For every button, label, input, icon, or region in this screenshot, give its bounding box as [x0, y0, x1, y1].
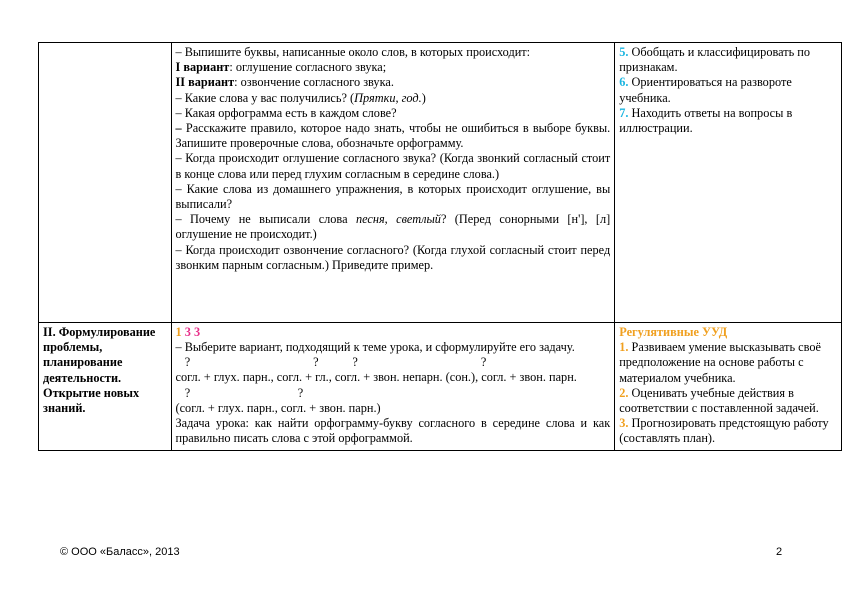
stage-cell-empty: [39, 43, 172, 323]
variant-1-line: I вариант: оглушение согласного звука;: [175, 60, 387, 75]
question-marks-row: ? ? ? ?: [175, 355, 487, 370]
table-row: [39, 323, 842, 451]
question-line: – Когда происходит озвончение согласного? (Когда глухой согласный стоит перед звонким парным согласным.) Приведите пример.: [175, 242, 611, 272]
skill-item: 3. Прогнозировать предстоящую работу (составлять план).: [619, 416, 829, 446]
skills-heading: Регулятивные УУД: [619, 325, 728, 339]
question-line: – Какие слова из домашнего упражнения, в которых происходит оглушение, вы выписали?: [175, 181, 611, 212]
activity-cell: [171, 323, 615, 451]
skill-item: 7. Находить ответы на вопросы в иллюстрации.: [619, 105, 793, 136]
page-number: 2: [776, 546, 783, 558]
question-line: – Какие слова у вас получились? (Прятки, год.): [175, 90, 426, 105]
question-line: – Когда происходит оглушение согласного звука? (Когда звонкий согласный стоит в конце слова или перед глухим согласным в середине слова.): [175, 151, 611, 181]
skill-item: 2. Оценивать учебные действия в соответствии с поставленной задачей.: [619, 385, 819, 416]
skill-item: 6. Ориентироваться на развороте учебника.: [619, 75, 792, 105]
lesson-task-line: Задача урока: как найти орфограмму-букву согласного в середине слова и как правильно писать слова с этой орфограммой.: [175, 415, 611, 446]
instruction-line: – Выпишите буквы, написанные около слов, в которых происходит:: [175, 45, 531, 59]
formula-line: (согл. + глух. парн., согл. + звон. парн.): [175, 400, 381, 415]
question-line: – Почему не выписали слова песня, светлый? (Перед сонорными [н'], [л] оглушение не происходит.): [175, 212, 611, 242]
formula-line: согл. + глух. парн., согл. + гл., согл. + звон. непарн. (сон.), согл. + звон. парн.: [175, 370, 577, 385]
markers: 1 3 3: [175, 325, 201, 339]
question-marks-row: ? ?: [175, 385, 304, 400]
question-line: – Какая орфограмма есть в каждом слове?: [175, 105, 397, 120]
activity-cell: [171, 43, 615, 323]
skills-cell: [615, 323, 842, 451]
skill-item: 1. Развиваем умение высказывать своё предположение на основе работы с материалом учебника.: [619, 340, 821, 385]
skills-cell: [615, 43, 842, 323]
skill-item: 5. Обобщать и классифицировать по признакам.: [619, 45, 811, 75]
instruction-line: – Выберите вариант, подходящий к теме урока, и сформулируйте его задачу.: [175, 340, 575, 355]
lesson-table: [38, 42, 842, 451]
variant-2-line: II вариант: озвончение согласного звука.: [175, 75, 394, 90]
footer-copyright: © ООО «Баласс», 2013: [60, 546, 180, 558]
table-row: [39, 43, 842, 323]
question-line: – Расскажите правило, которое надо знать, чтобы не ошибиться в выборе буквы. Запишите проверочные слова, обозначьте орфограмму.: [175, 121, 611, 151]
stage-title: II. Формулирование проблемы, планирование деятельности. Открытие новых знаний.: [39, 323, 172, 451]
